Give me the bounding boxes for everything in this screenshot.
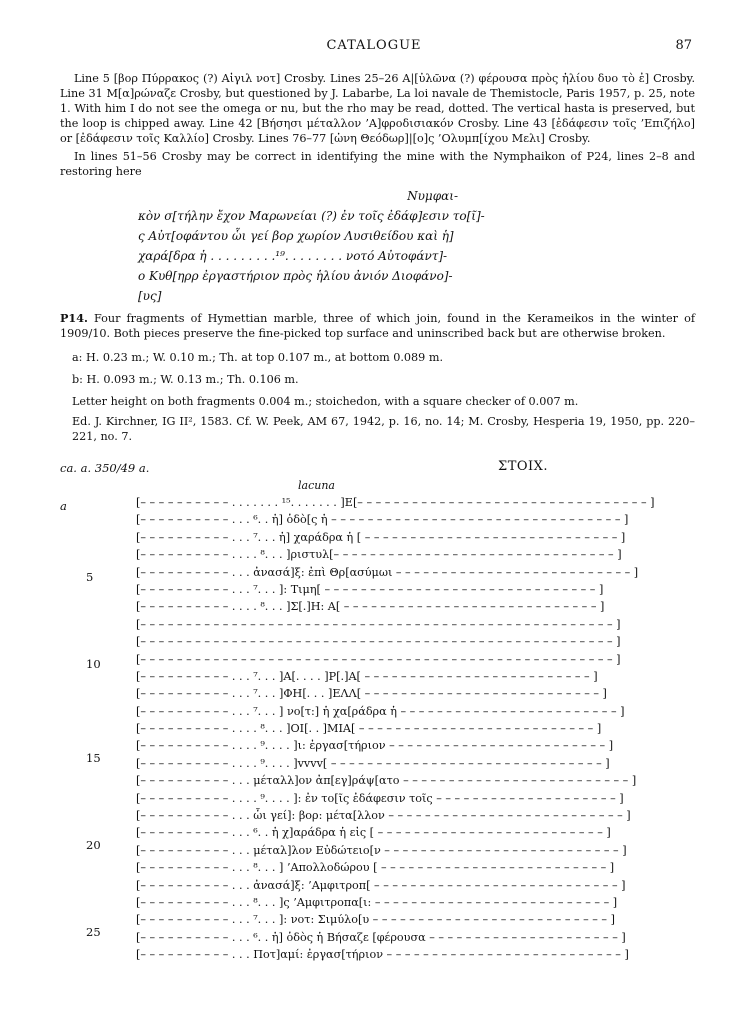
inscription-line: [– – – – – – – – – – . . . ⁷. . . ]: Τιμη[ – – – – – – – – – – – – – – – – – – – – – – – – – – – – – – ] xyxy=(136,582,604,596)
p14-description: Four fragments of Hymettian marble, three of which join, found in the Kerameikos in the winter of 1909/10. Both pieces preserve the fine-picked top surface and uninscribed back but are otherwise broken. xyxy=(60,312,695,340)
inscription-text xyxy=(136,494,655,964)
inscription-line: [– – – – – – – – – – . . . . ⁹. . . . ]: ἐν το[ῖς ἐδάφεσιν τοῖς – – – – – – – – – – – – – – – – – – – – ] xyxy=(136,791,624,805)
inscription-line: [– – – – – – – – – – . . . . ⁸. . . ]ριστυλ[– – – – – – – – – – – – – – – – – – – – – – – – – – – – – – – ] xyxy=(136,548,622,562)
intro-paragraph: Line 5 [βορ Πύρρακος (?) Αἰγιλ νοτ] Crosby. Lines 25–26 Α|[ὐλῶνα (?) φέρουσα πρὸς ἡλίου δυο τὸ ἐ] Crosby. Line 31 Μ[α]ρώναζε Crosby, but questioned by J. Labarbe, La loi navale de Themistocle, Paris 1957, p. 25, note 1. With him I do not see the omega or nu, but the rho may be read, dotted. The vertical hasta is preserved, but the loop is chipped away. Line 42 [Βήσησι μέταλλον ’Α]φροδισιακόν Crosby. Line 43 [ἐδάφεσιν τοῖς ’Επιζήλο] or [ἐδάφεσιν τοῖς Καλλίο] Crosby. Lines 76–77 [ὠνη Θεόδωρ]|[ο]ς ’Ολυμπ[ίχου Μελι] Crosby. xyxy=(60,72,695,145)
page-number: 87 xyxy=(675,38,692,53)
line-number: 25 xyxy=(86,925,101,939)
line-number: 5 xyxy=(86,570,94,584)
inscription-line: [– – – – – – – – – – . . . ⁷. . . ]Α[. . . . ]Ρ[.]Α[ – – – – – – – – – – – – – – – – – – – – – – – – – ] xyxy=(136,669,598,683)
inscription-line: [– – – – – – – – – – . . . . ⁹. . . . ]ι: ἐργασ[τήριον – – – – – – – – – – – – – – – – – – – – – – – – ] xyxy=(136,739,614,753)
inscription-line: [– – – – – – – – – – . . . . ⁹. . . . ]vvvv[ – – – – – – – – – – – – – – – – – – – – – – – – – – – – – – ] xyxy=(136,756,610,770)
inscription-line: [– – – – – – – – – – . . . ⁶. . ἡ χ]αράδρα ἡ εἰς [ – – – – – – – – – – – – – – – – – – – – – – – – – ] xyxy=(136,826,611,840)
inscription-line: [– – – – – – – – – – . . . ⁸. . . ] ’Απολλοδώρου [ – – – – – – – – – – – – – – – – – – – – – – – – – ] xyxy=(136,861,615,875)
restoration-line: κὸν σ[τήλην ἔχον Μαρωνείαι (?) ἐν τοῖς ἐδάφ]εσιν το[ῖ]- xyxy=(138,209,485,223)
line-number: 10 xyxy=(86,657,101,671)
p14-entry xyxy=(60,311,695,341)
inscription-line: [– – – – – – – – – – . . . ⁶. . ἡ] ὁδὸς ἡ Βήσαζε [φέρουσα – – – – – – – – – – – – – – – – – – – – – ] xyxy=(136,930,626,944)
restoration-line: Νυμφαι- xyxy=(407,189,458,203)
line-number: 15 xyxy=(86,751,101,765)
restoration-block xyxy=(138,186,485,306)
inscription-line: [– – – – – – – – – – – – – – – – – – – – – – – – – – – – – – – – – – – – – – – – – – – – – – – – – – – – ] xyxy=(136,635,621,649)
restoration-line: ς Αὐτ[οφάντου ὧι γεί βορ χωρίον Λυσιθείδου καὶ ἡ] xyxy=(138,229,454,243)
inscription-line: [– – – – – – – – – – . . . ⁷. . . ]: νοτ: Σιμύλο[υ – – – – – – – – – – – – – – – – – – – – – – – – – – ] xyxy=(136,913,615,927)
second-paragraph: In lines 51–56 Crosby may be correct in identifying the mine with the Nymphaikon of P24, lines 2–8 and restoring here xyxy=(60,150,695,178)
measure-a: a: H. 0.23 m.; W. 0.10 m.; Th. at top 0.107 m., at bottom 0.089 m. xyxy=(72,351,443,364)
inscription-line: [– – – – – – – – – – . . . . ⁸. . . ]ΟΙ[. . ]ΜΙΑ[ – – – – – – – – – – – – – – – – – – – – – – – – – – ] xyxy=(136,722,602,736)
inscription-line: [– – – – – – – – – – . . . μέταλ]λον Εὐδώτειο[ν – – – – – – – – – – – – – – – – – – – – – – – – – – ] xyxy=(136,843,627,857)
restoration-line: ο Κυθ[ηρρ ἐργαστήριον πρὸς ἡλίου ἀνιόν Διοφάνο]- xyxy=(138,269,453,283)
inscription-line: [– – – – – – – – – – . . . ὧι γεί]: βορ: μέτα[λλον – – – – – – – – – – – – – – – – – – – – – – – – – – ] xyxy=(136,809,631,823)
inscription-line: [– – – – – – – – – – . . . ⁷. . . ] νο[τ:] ἡ χα[ράδρα ἡ – – – – – – – – – – – – – – – – – – – – – – – – ] xyxy=(136,704,625,718)
inscription-line: [– – – – – – – – – – . . . . . . . ¹⁵. . . . . . . ]Ε[– – – – – – – – – – – – – – – – – – – – – – – – – – – – – – – – ] xyxy=(136,496,655,509)
running-header-title: CATALOGUE xyxy=(326,38,422,53)
stoichedon-label: ΣΤΟΙΧ. xyxy=(498,459,549,474)
letter-height: Letter height on both fragments 0.004 m.; stoichedon, with a square checker of 0.007 m. xyxy=(72,395,579,408)
inscription-line: [– – – – – – – – – – . . . ἀνασά]ξ: ’Αμφιτροπ[ – – – – – – – – – – – – – – – – – – – – – – – – – – – ] xyxy=(136,878,626,892)
fragment-label: a xyxy=(60,499,67,513)
inscription-line: [– – – – – – – – – – . . . μέταλλ]ον ἀπ[εγ]ράψ[ατο – – – – – – – – – – – – – – – – – – – – – – – – – ] xyxy=(136,774,637,788)
inscription-line: [– – – – – – – – – – . . . ⁶. . ἡ] ὁδὸ[ς ἡ – – – – – – – – – – – – – – – – – – – – – – – – – – – – – – – – ] xyxy=(136,513,629,527)
inscription-line: [– – – – – – – – – – . . . ⁷. . . ]ΦΗ[. . . ]ΕΛΛ[ – – – – – – – – – – – – – – – – – – – – – – – – – – ] xyxy=(136,687,607,701)
edition: Ed. J. Kirchner, IG II², 1583. Cf. W. Peek, AM 67, 1942, p. 16, no. 14; M. Crosby, Hesperia 19, 1950, pp. 220–221, no. 7. xyxy=(72,415,695,443)
p14-label: P14. xyxy=(60,311,88,325)
inscription-line: [– – – – – – – – – – – – – – – – – – – – – – – – – – – – – – – – – – – – – – – – – – – – – – – – – – – – ] xyxy=(136,652,621,666)
inscription-line: [– – – – – – – – – – . . . ⁸. . . ]ς ’Αμφιτροπα[ι: – – – – – – – – – – – – – – – – – – – – – – – – – – ] xyxy=(136,895,618,909)
measure-b: b: H. 0.093 m.; W. 0.13 m.; Th. 0.106 m. xyxy=(72,373,299,386)
line-number: 20 xyxy=(86,838,101,852)
restoration-line: χαρά[δρα ἡ . . . . . . . . .¹⁹. . . . . . . . νοτό Αὐτοφάντ]- xyxy=(138,249,448,263)
inscription-line: [– – – – – – – – – – – – – – – – – – – – – – – – – – – – – – – – – – – – – – – – – – – – – – – – – – – – ] xyxy=(136,617,621,631)
restoration-line: [υς] xyxy=(138,289,162,303)
inscription-line: [– – – – – – – – – – . . . Ποτ]αμί: ἐργασ[τήριον – – – – – – – – – – – – – – – – – – – – – – – – – – ] xyxy=(136,948,629,962)
lacuna-label: lacuna xyxy=(298,479,335,492)
inscription-line: [– – – – – – – – – – . . . . ⁸. . . ]Σ[.]Η: Α[ – – – – – – – – – – – – – – – – – – – – – – – – – – – – ] xyxy=(136,600,605,614)
date: ca. a. 350/49 a. xyxy=(60,461,150,475)
inscription-line: [– – – – – – – – – – . . . ἀνασά]ξ: ἐπὶ Θρ[ασύμωι – – – – – – – – – – – – – – – – – – – – – – – – – – ] xyxy=(136,565,639,579)
inscription-line: [– – – – – – – – – – . . . ⁷. . . ἡ] χαράδρα ἡ [ – – – – – – – – – – – – – – – – – – – – – – – – – – – – ] xyxy=(136,530,626,544)
